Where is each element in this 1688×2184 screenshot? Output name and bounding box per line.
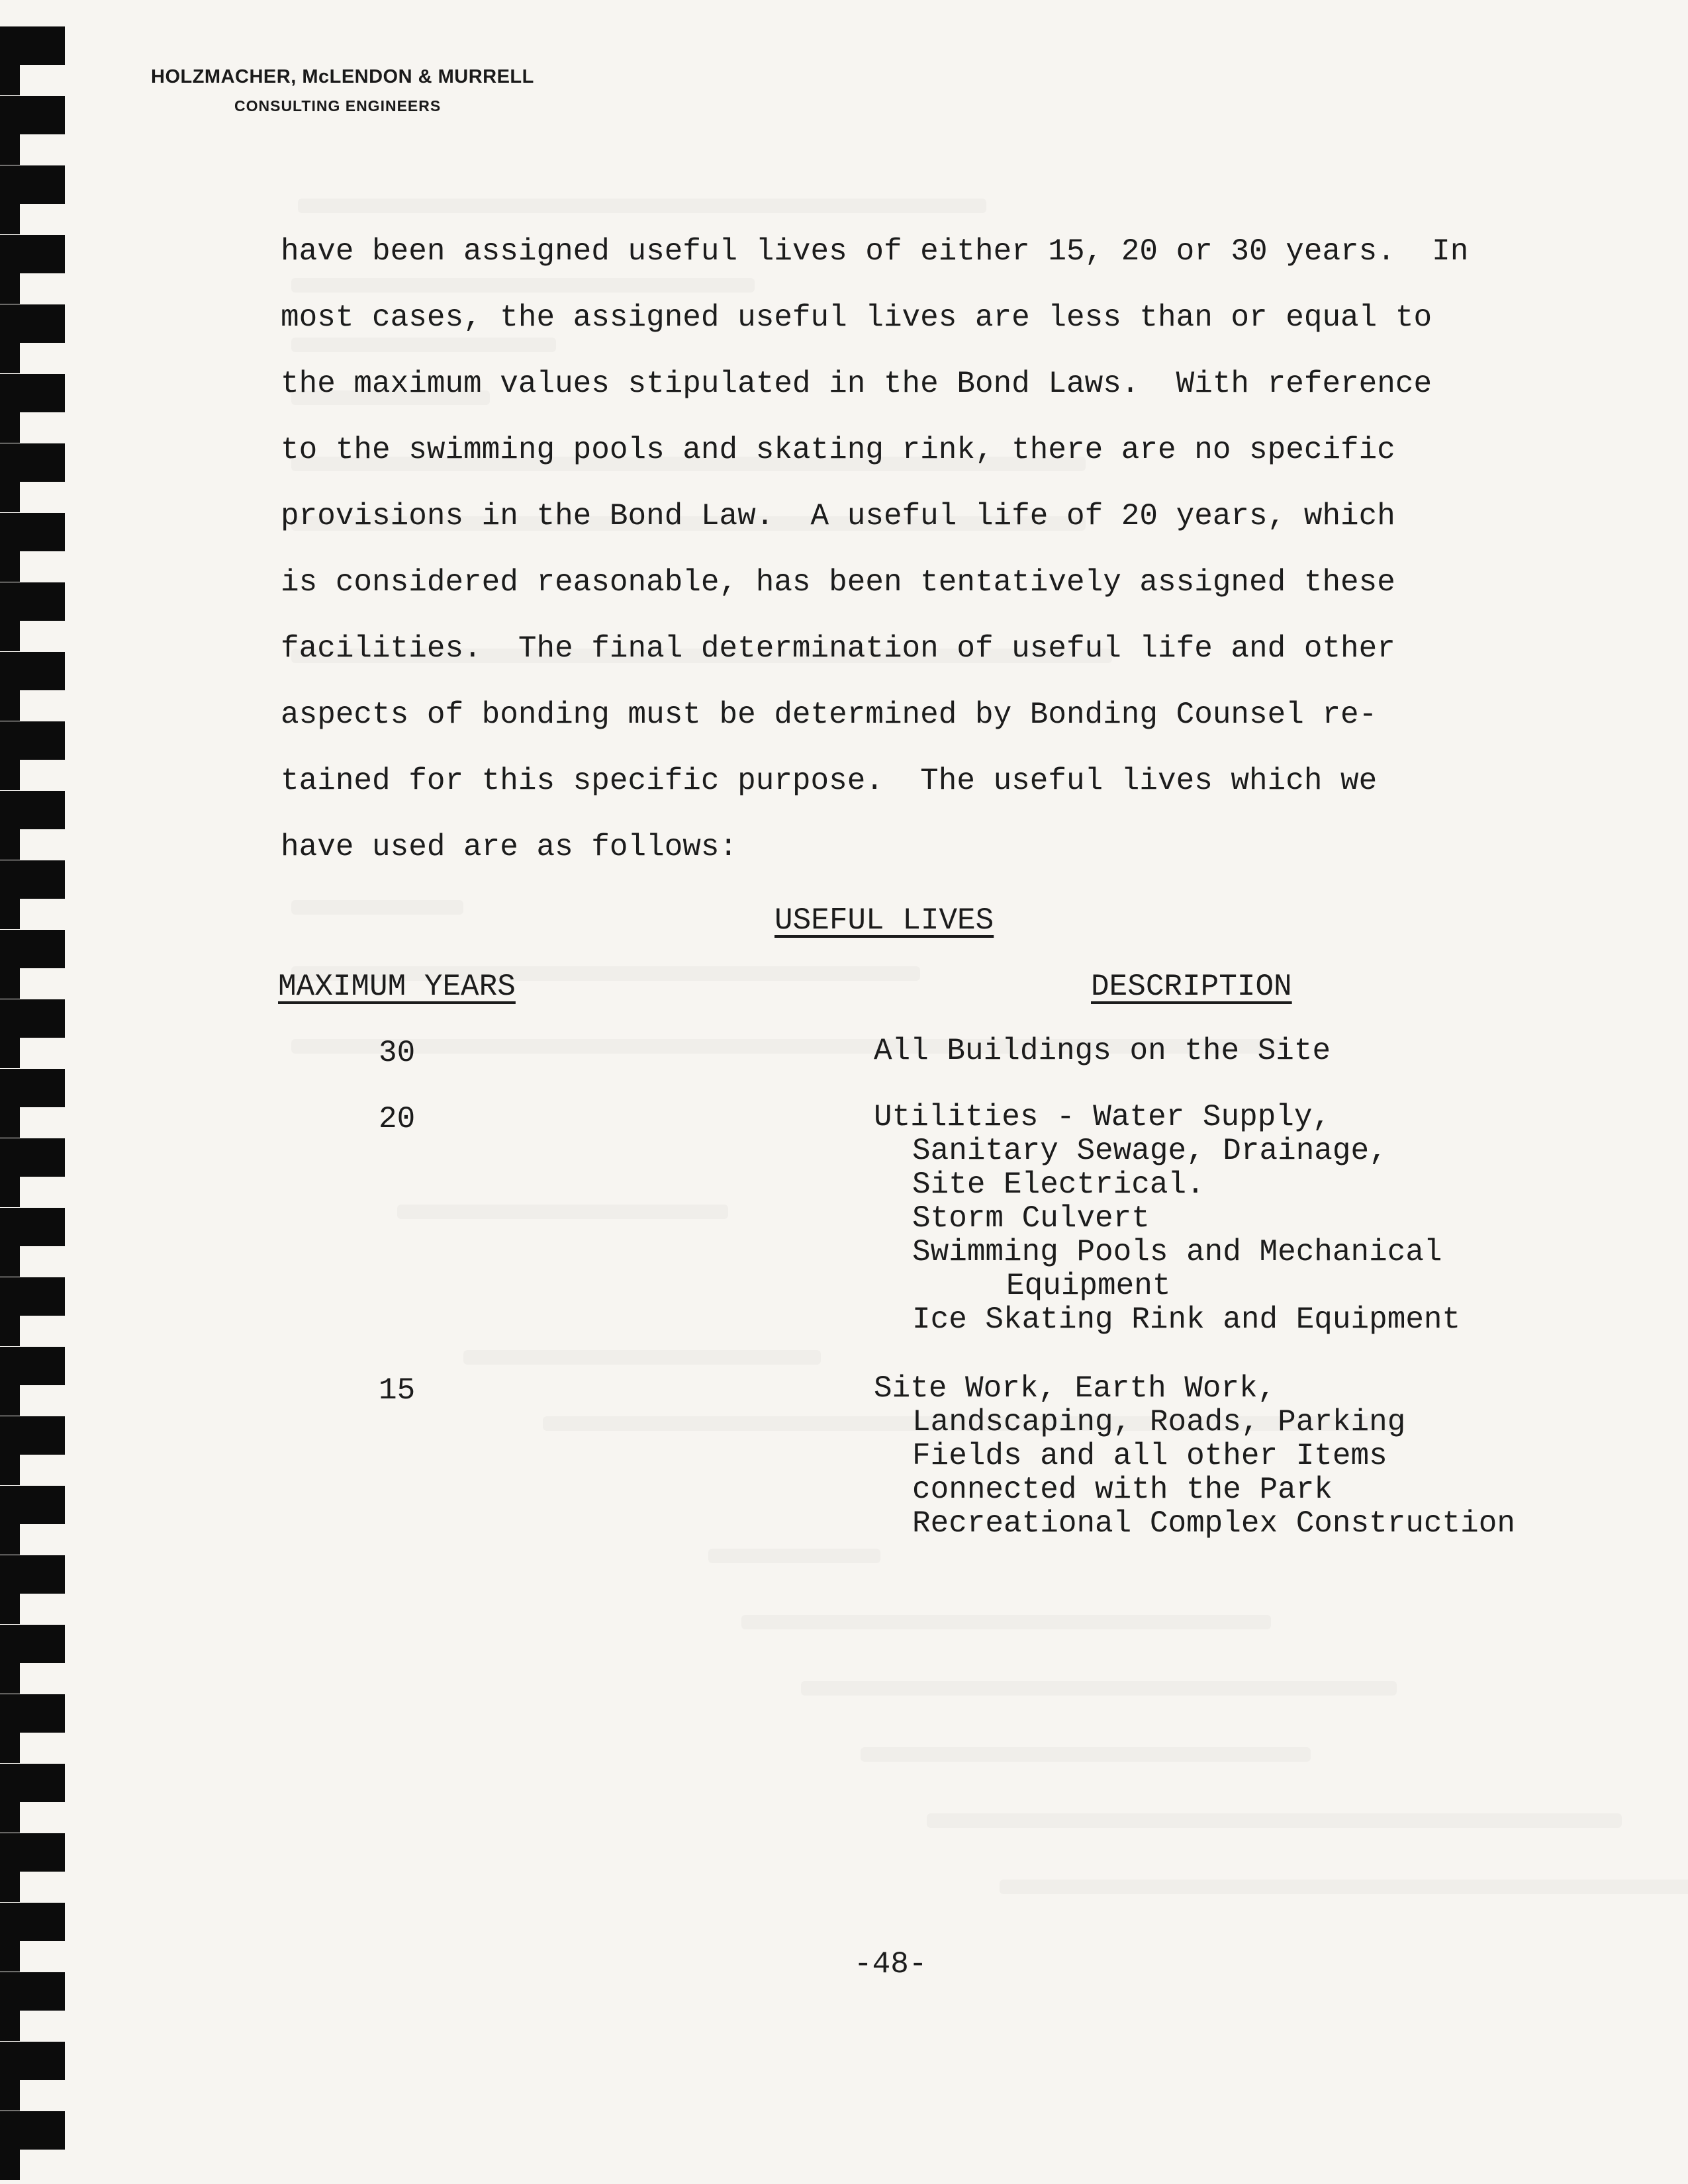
binding-tooth (0, 304, 65, 343)
description-line: Site Electrical. (912, 1167, 1205, 1202)
binding-tooth (0, 374, 65, 412)
letterhead (151, 66, 534, 115)
binding-tooth (0, 1416, 65, 1455)
column-header-years: MAXIMUM YEARS (278, 970, 516, 1004)
show-through-mark (1000, 1880, 1688, 1894)
binding-tooth (0, 235, 65, 273)
description-line: Recreational Complex Construction (912, 1506, 1515, 1541)
show-through-mark (291, 900, 463, 915)
binding-tooth (0, 860, 65, 899)
show-through-mark (397, 1205, 728, 1219)
description-line: Equipment (1006, 1269, 1171, 1303)
binding-tooth (0, 165, 65, 204)
table-title: USEFUL LIVES (774, 903, 994, 938)
binding-tooth (0, 2111, 65, 2150)
letterhead-firm-name: HOLZMACHER, McLENDON & MURRELL (151, 66, 534, 87)
binding-tooth (0, 443, 65, 482)
description-line: Storm Culvert (912, 1201, 1150, 1236)
body-line: tained for this specific purpose. The useful lives which we (281, 764, 1378, 798)
binding-tooth (0, 1555, 65, 1594)
binding-tooth (0, 999, 65, 1038)
binding-tooth (0, 1347, 65, 1385)
body-line: the maximum values stipulated in the Bond Laws. With reference (281, 367, 1432, 401)
description-line: Landscaping, Roads, Parking (912, 1405, 1406, 1439)
description-line: connected with the Park (912, 1473, 1333, 1507)
page-number: -48- (854, 1947, 927, 1981)
description-line: Swimming Pools and Mechanical (912, 1235, 1442, 1269)
binding-tooth (0, 96, 65, 134)
binding-tooth (0, 26, 65, 65)
body-line: most cases, the assigned useful lives are less than or equal to (281, 300, 1432, 335)
binding-tooth (0, 1277, 65, 1316)
binding-tooth (0, 1208, 65, 1246)
body-line: is considered reasonable, has been tentatively assigned these (281, 565, 1395, 600)
binding-tooth (0, 1972, 65, 2011)
binding-tooth (0, 1903, 65, 1941)
binding-tooth (0, 930, 65, 968)
body-line: have been assigned useful lives of either 15, 20 or 30 years. In (281, 234, 1469, 269)
description-line: All Buildings on the Site (874, 1034, 1331, 1068)
body-paragraph (281, 232, 1605, 893)
body-line: aspects of bonding must be determined by Bonding Counsel re- (281, 698, 1378, 732)
binding-tooth (0, 721, 65, 760)
binding-tooth (0, 1486, 65, 1524)
show-through-mark (801, 1681, 1397, 1696)
body-line: provisions in the Bond Law. A useful life of 20 years, which (281, 499, 1395, 533)
body-line: have used are as follows: (281, 830, 738, 864)
description-line: Ice Skating Rink and Equipment (912, 1302, 1461, 1337)
description-line: Fields and all other Items (912, 1439, 1387, 1473)
binding-tooth (0, 1833, 65, 1872)
description-line: Site Work, Earth Work, (874, 1371, 1276, 1406)
show-through-mark (861, 1747, 1311, 1762)
binding-tooth (0, 1069, 65, 1107)
show-through-mark (298, 199, 986, 213)
show-through-mark (927, 1813, 1622, 1828)
binding-tooth (0, 1138, 65, 1177)
binding-tooth (0, 652, 65, 690)
spiral-binding (0, 0, 76, 2184)
binding-tooth (0, 1625, 65, 1663)
row-description (874, 1101, 1609, 1337)
show-through-mark (741, 1615, 1271, 1629)
binding-tooth (0, 582, 65, 621)
row-years-value: 30 (379, 1036, 416, 1070)
body-line: to the swimming pools and skating rink, there are no specific (281, 433, 1395, 467)
body-line: facilities. The final determination of useful life and other (281, 631, 1395, 666)
row-description (874, 1372, 1609, 1541)
binding-tooth (0, 1694, 65, 1733)
column-header-description: DESCRIPTION (1091, 970, 1292, 1004)
row-description (874, 1034, 1609, 1068)
binding-tooth (0, 2042, 65, 2080)
description-line: Utilities - Water Supply, (874, 1100, 1331, 1134)
binding-tooth (0, 1764, 65, 1802)
binding-tooth (0, 513, 65, 551)
binding-tooth (0, 791, 65, 829)
row-years-value: 15 (379, 1373, 416, 1408)
description-line: Sanitary Sewage, Drainage, (912, 1134, 1387, 1168)
show-through-mark (708, 1549, 880, 1563)
letterhead-subtitle: CONSULTING ENGINEERS (234, 97, 442, 114)
show-through-mark (463, 1350, 821, 1365)
row-years-value: 20 (379, 1102, 416, 1136)
